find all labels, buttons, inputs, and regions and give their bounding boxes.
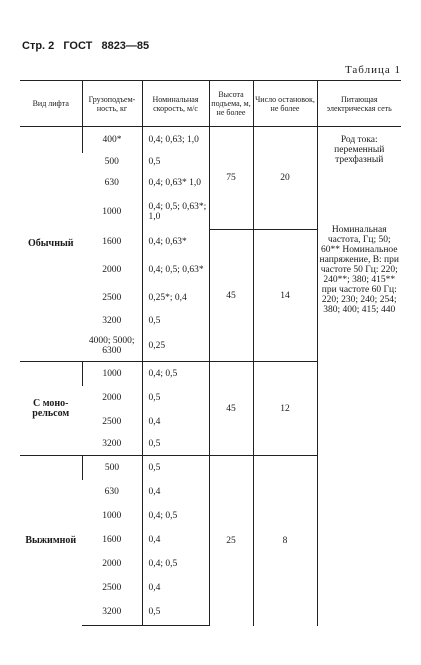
gost-label: ГОСТ	[63, 40, 93, 52]
load-cell: 2000	[102, 392, 122, 403]
load-cell: 2500	[102, 416, 122, 427]
speed-cell: 0,4	[142, 576, 209, 600]
speed-cell: 0,4; 0,63* 1,0	[142, 171, 209, 195]
col-header-height: Высота подъема, м, не более	[209, 81, 253, 127]
load-cell: 2500	[102, 582, 122, 593]
speed-cell: 0,5	[142, 310, 209, 332]
speed-cell: 0,4; 0,63; 1,0	[142, 127, 209, 153]
page-number: Стр. 2	[22, 40, 55, 52]
speed-cell: 0,5	[142, 434, 209, 456]
load-cell: 1600	[102, 236, 122, 247]
load-cell: 630	[104, 486, 119, 497]
speed-cell: 0,5	[142, 153, 209, 171]
load-cell: 2000	[102, 264, 122, 275]
power-supply-cell	[317, 127, 401, 626]
speed-cell: 0,25*; 0,4	[142, 286, 209, 310]
speed-cell: 0,4	[142, 480, 209, 504]
height-cell: 25	[209, 456, 253, 626]
gost-number: 8823—85	[101, 40, 150, 52]
col-header-stops: Число остановок, не более	[253, 81, 317, 127]
lift-type-monorail: С моно-рельсом	[20, 362, 82, 456]
speed-cell: 0,4	[142, 528, 209, 552]
col-header-load: Грузоподъем-ность, кг	[82, 81, 142, 127]
power-frequency-voltage: Номинальная частота, Гц; 50; 60** Номинальное напряжение, В: при частоте 50 Гц: 220; 240**; 380; 415** при частоте 60 Гц: 220; 230; 240; 254; 380; 400; 415; 440	[319, 225, 399, 315]
stops-cell: 12	[253, 362, 317, 456]
speed-cell: 0,4; 0,5; 0,63*; 1,0	[142, 195, 209, 230]
table-row	[20, 127, 401, 153]
load-cell: 4000; 5000; 6300	[88, 336, 135, 357]
lift-type-ordinary: Обычный	[27, 238, 74, 249]
table-caption: Таблица 1	[344, 64, 401, 76]
power-current-type: Род тока: переменный трехфазный	[334, 135, 385, 165]
speed-cell: 0,5	[142, 456, 209, 480]
lift-type-hydraulic: Выжимной	[20, 456, 82, 626]
speed-cell: 0,25	[142, 332, 209, 362]
load-cell: 2500	[102, 292, 122, 303]
load-cell: 1600	[102, 534, 122, 545]
speed-cell: 0,4; 0,5	[142, 504, 209, 528]
load-cell: 3200	[82, 600, 142, 626]
lift-parameters-table	[20, 80, 401, 626]
speed-cell: 0,4; 0,5	[142, 552, 209, 576]
height-cell: 45	[209, 362, 253, 456]
speed-cell: 0,4; 0,63*	[142, 230, 209, 254]
load-cell: 500	[104, 156, 119, 167]
col-header-power: Питающая электрическая сеть	[317, 81, 401, 127]
load-cell: 3200	[102, 439, 122, 450]
speed-cell: 0,4; 0,5	[142, 362, 209, 386]
load-cell: 500	[82, 456, 142, 480]
speed-cell: 0,5	[142, 600, 209, 626]
load-cell: 3200	[102, 315, 122, 326]
load-cell: 2000	[102, 558, 122, 569]
load-cell: 1000	[102, 510, 122, 521]
load-cell: 1000	[102, 207, 122, 217]
page-header	[22, 40, 155, 52]
col-header-speed: Номинальная скорость, м/с	[142, 81, 209, 127]
load-cell: 630	[104, 177, 119, 188]
stops-cell: 8	[253, 456, 317, 626]
speed-cell: 0,4; 0,5; 0,63*	[142, 254, 209, 286]
height-cell: 75	[209, 127, 253, 230]
load-cell: 400*	[82, 127, 142, 153]
height-cell: 45	[209, 230, 253, 362]
speed-cell: 0,4	[142, 410, 209, 434]
stops-cell: 20	[253, 127, 317, 230]
load-cell: 1000	[82, 362, 142, 386]
table-header-row	[20, 81, 401, 127]
stops-cell: 14	[253, 230, 317, 362]
speed-cell: 0,5	[142, 386, 209, 410]
col-header-type: Вид лифта	[20, 81, 82, 127]
